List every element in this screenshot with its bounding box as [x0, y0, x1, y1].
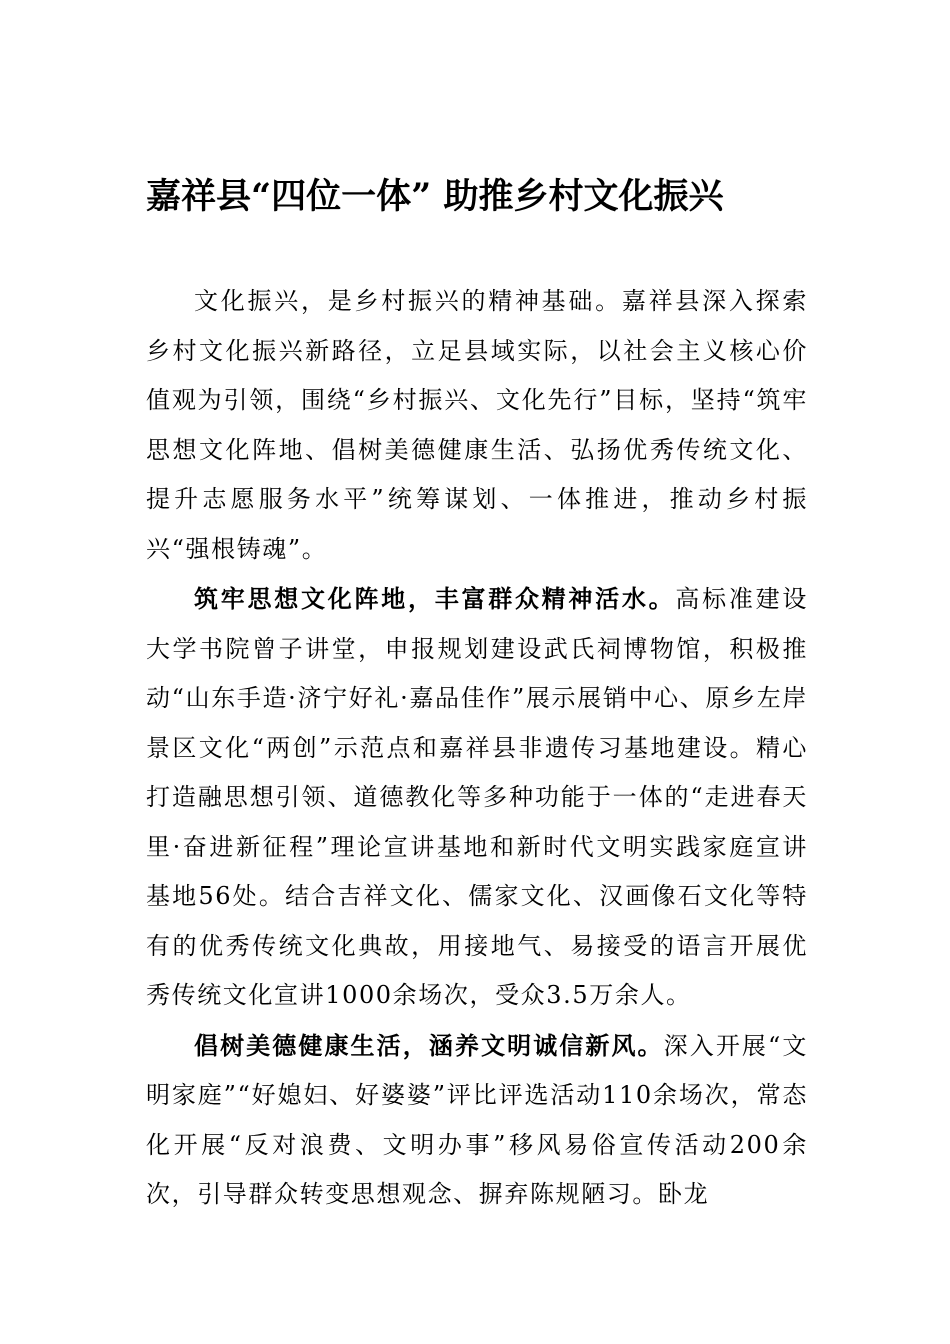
paragraph-heading: 筑牢思想文化阵地，丰富群众精神活水。 — [194, 584, 676, 613]
paragraph-heading: 倡树美德健康生活，涵养文明诚信新风。 — [194, 1030, 664, 1060]
paragraph-virtue-life — [146, 1021, 808, 1220]
paragraph-text: 高标准建设大学书院曾子讲堂，申报规划建设武氏祠博物馆，积极推动“山东手造·济宁好礼·嘉品佳作”展示展销中心、原乡左岸景区文化“两创”示范点和嘉祥县非遗传习基地建设。精心打造融思想引领、道德教化等多种功能于一体的“走进春天里·奋进新征程”理论宣讲基地和新时代文明实践家庭宣讲基地56处。结合吉祥文化、儒家文化、汉画像石文化等特有的优秀传统文化典故，用接地气、易接受的语言开展优秀传统文化宣讲1000余场次，受众3.5万余人。 — [146, 585, 809, 1009]
paragraph-intro — [146, 277, 808, 574]
paragraph-text: 深入开展“文明家庭”“好媳妇、好婆婆”评比评选活动110余场次，常态化开展“反对浪费、文明办事”移风易俗宣传活动200余次，引导群众转变思想观念、摒弃陈规陋习。卧龙 — [146, 1031, 808, 1208]
document-body — [146, 277, 808, 1220]
document-title: 嘉祥县“四位一体” 助推乡村文化振兴 — [146, 176, 724, 217]
paragraph-ideology-front — [146, 574, 808, 1021]
paragraph-text: 文化振兴，是乡村振兴的精神基础。嘉祥县深入探索乡村文化振兴新路径，立足县域实际，以社会主义核心价值观为引领，围绕“乡村振兴、文化先行”目标，坚持“筑牢思想文化阵地、倡树美德健康生活、弘扬优秀传统文化、提升志愿服务水平”统筹谋划、一体推进，推动乡村振兴“强根铸魂”。 — [146, 287, 808, 563]
